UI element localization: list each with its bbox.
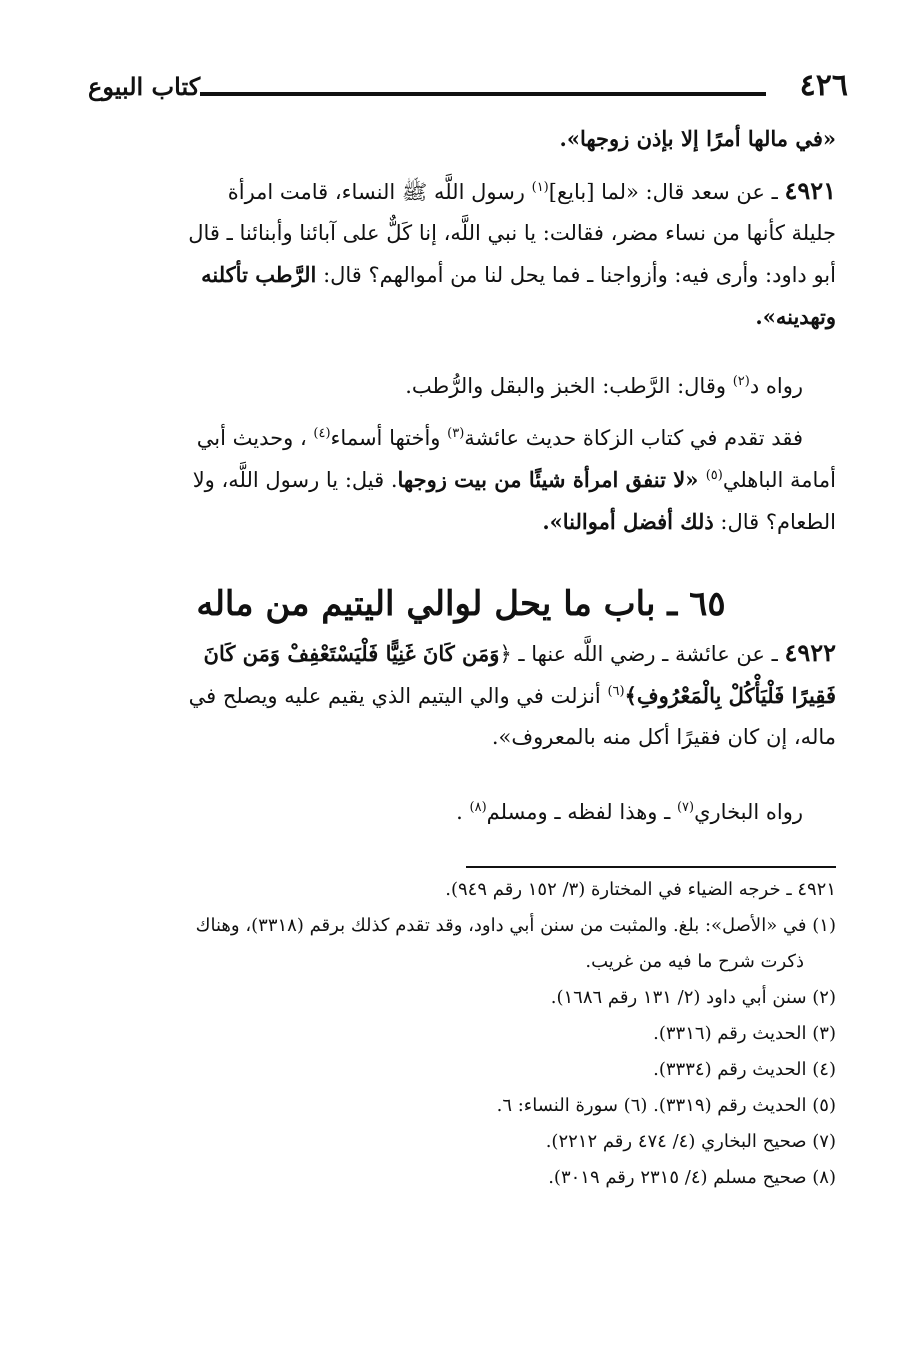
footnote-1: (١) في «الأصل»: بلغ. والمثبت من سنن أبي داود، وقد تقدم كذلك برقم (٣٣١٨)، وهناك (195, 915, 836, 936)
footnote-3: (٣) الحديث رقم (٣٣١٦). (653, 1023, 836, 1044)
footnote-ref: (١) (531, 180, 549, 195)
continuation-text: «في مالها أمرًا إلا بإذن زوجها». (559, 126, 836, 151)
hadith-4921 (86, 170, 836, 337)
footnote-ref: (٥) (705, 468, 723, 483)
footnote-separator (466, 866, 836, 868)
hadith-4922-line-1: ٤٩٢٢ ـ عن عائشة ـ رضي اللَّه عنها ـ ﴿وَمَن كَانَ غَنِيًّا فَلْيَسْتَعْفِفْ وَمَن كَانَ (203, 638, 836, 667)
footnote-2: (٢) سنن أبي داود (٢/ ١٣١ رقم ١٦٨٦). (550, 987, 836, 1008)
hadith-4922-line-2: فَقِيرًا فَلْيَأْكُلْ بِالْمَعْرُوفِ﴾$^{(٦)}$ أنزلت في والي اليتيم الذي يقيم عليه ويصلح في (188, 683, 836, 708)
hadith-4921-line-4: وتهدينه». (755, 304, 836, 329)
hadith-4921-narration: رواه د$^{(٢)}$ وقال: الرَّطب: الخبز والبقل والرُّطب. (405, 374, 803, 398)
header-rule (200, 92, 766, 96)
hadith-4922 (86, 632, 836, 758)
hadith-number: ٤٩٢٢ (784, 638, 836, 667)
footnote-ref: (٦) (607, 684, 625, 699)
book-title: كتاب البيوع (88, 72, 201, 101)
footnote-5: (٥) الحديث رقم (٣٣١٩). (653, 1095, 836, 1116)
footnote-ref: (٢) (732, 374, 750, 389)
hadith-4921-line-1: ٤٩٢١ ـ عن سعد قال: «لما [بايع]$^{(١)}$ رسول اللَّه ﷺ النساء، قامت امرأة (227, 176, 836, 205)
footnote-4: (٤) الحديث رقم (٣٣٣٤). (653, 1059, 836, 1080)
hadith-4922-narration: رواه البخاري$^{(٧)}$ ـ وهذا لفظه ـ ومسلم$^{(٨)}$ . (456, 800, 803, 824)
hadith-4922-line-3: ماله، إن كان فقيرًا أكل منه بالمعروف». (491, 725, 836, 749)
page-number: ٤٢٦ (799, 68, 848, 103)
footnote-5-6-row (86, 1088, 836, 1124)
hadith-4921-commentary (86, 418, 836, 543)
footnote-8: (٨) صحيح مسلم (٤/ ٢٣١٥ رقم ٣٠١٩). (548, 1167, 836, 1188)
chapter-heading: ٦٥ ـ باب ما يحل لوالي اليتيم من ماله (196, 584, 726, 624)
page-header (88, 68, 848, 112)
commentary-line-3: الطعام؟ قال: ذلك أفضل أموالنا». (542, 509, 836, 534)
hadith-4921-line-2: جليلة كأنها من نساء مضر، فقالت: يا نبي اللَّه، إنا كَلٌّ على آبائنا وأبنائنا ـ قال (188, 221, 836, 245)
footnote-ref: (٣) (447, 426, 465, 441)
hadith-number: ٤٩٢١ (784, 176, 836, 205)
footnote-7: (٧) صحيح البخاري (٤/ ٤٧٤ رقم ٢٢١٢). (545, 1131, 836, 1152)
footnote-ref: (٨) (469, 800, 487, 815)
commentary-line-2: أمامة الباهلي$^{(٥)}$ «لا تنفق امرأة شيئًا من بيت زوجها. قيل: يا رسول اللَّه، ولا (192, 467, 836, 492)
footnotes (86, 872, 836, 1196)
commentary-line-1: فقد تقدم في كتاب الزكاة حديث عائشة$^{(٣)}$ وأختها أسماء$^{(٤)}$ ، وحديث أبي (196, 426, 803, 450)
footnote-1-cont: ذكرت شرح ما فيه من غريب. (585, 951, 804, 972)
footnote-6: (٦) سورة النساء: ٦. (496, 1095, 648, 1116)
footnote-4921: ٤٩٢١ ـ خرجه الضياء في المختارة (٣/ ١٥٢ رقم ٩٤٩). (445, 879, 836, 900)
footnote-ref: (٤) (313, 426, 331, 441)
hadith-4921-line-3: أبو داود: وأرى فيه: وأزواجنا ـ فما يحل لنا من أموالهم؟ قال: الرَّطب تأكلنه (201, 262, 836, 287)
footnote-ref: (٧) (676, 800, 695, 815)
